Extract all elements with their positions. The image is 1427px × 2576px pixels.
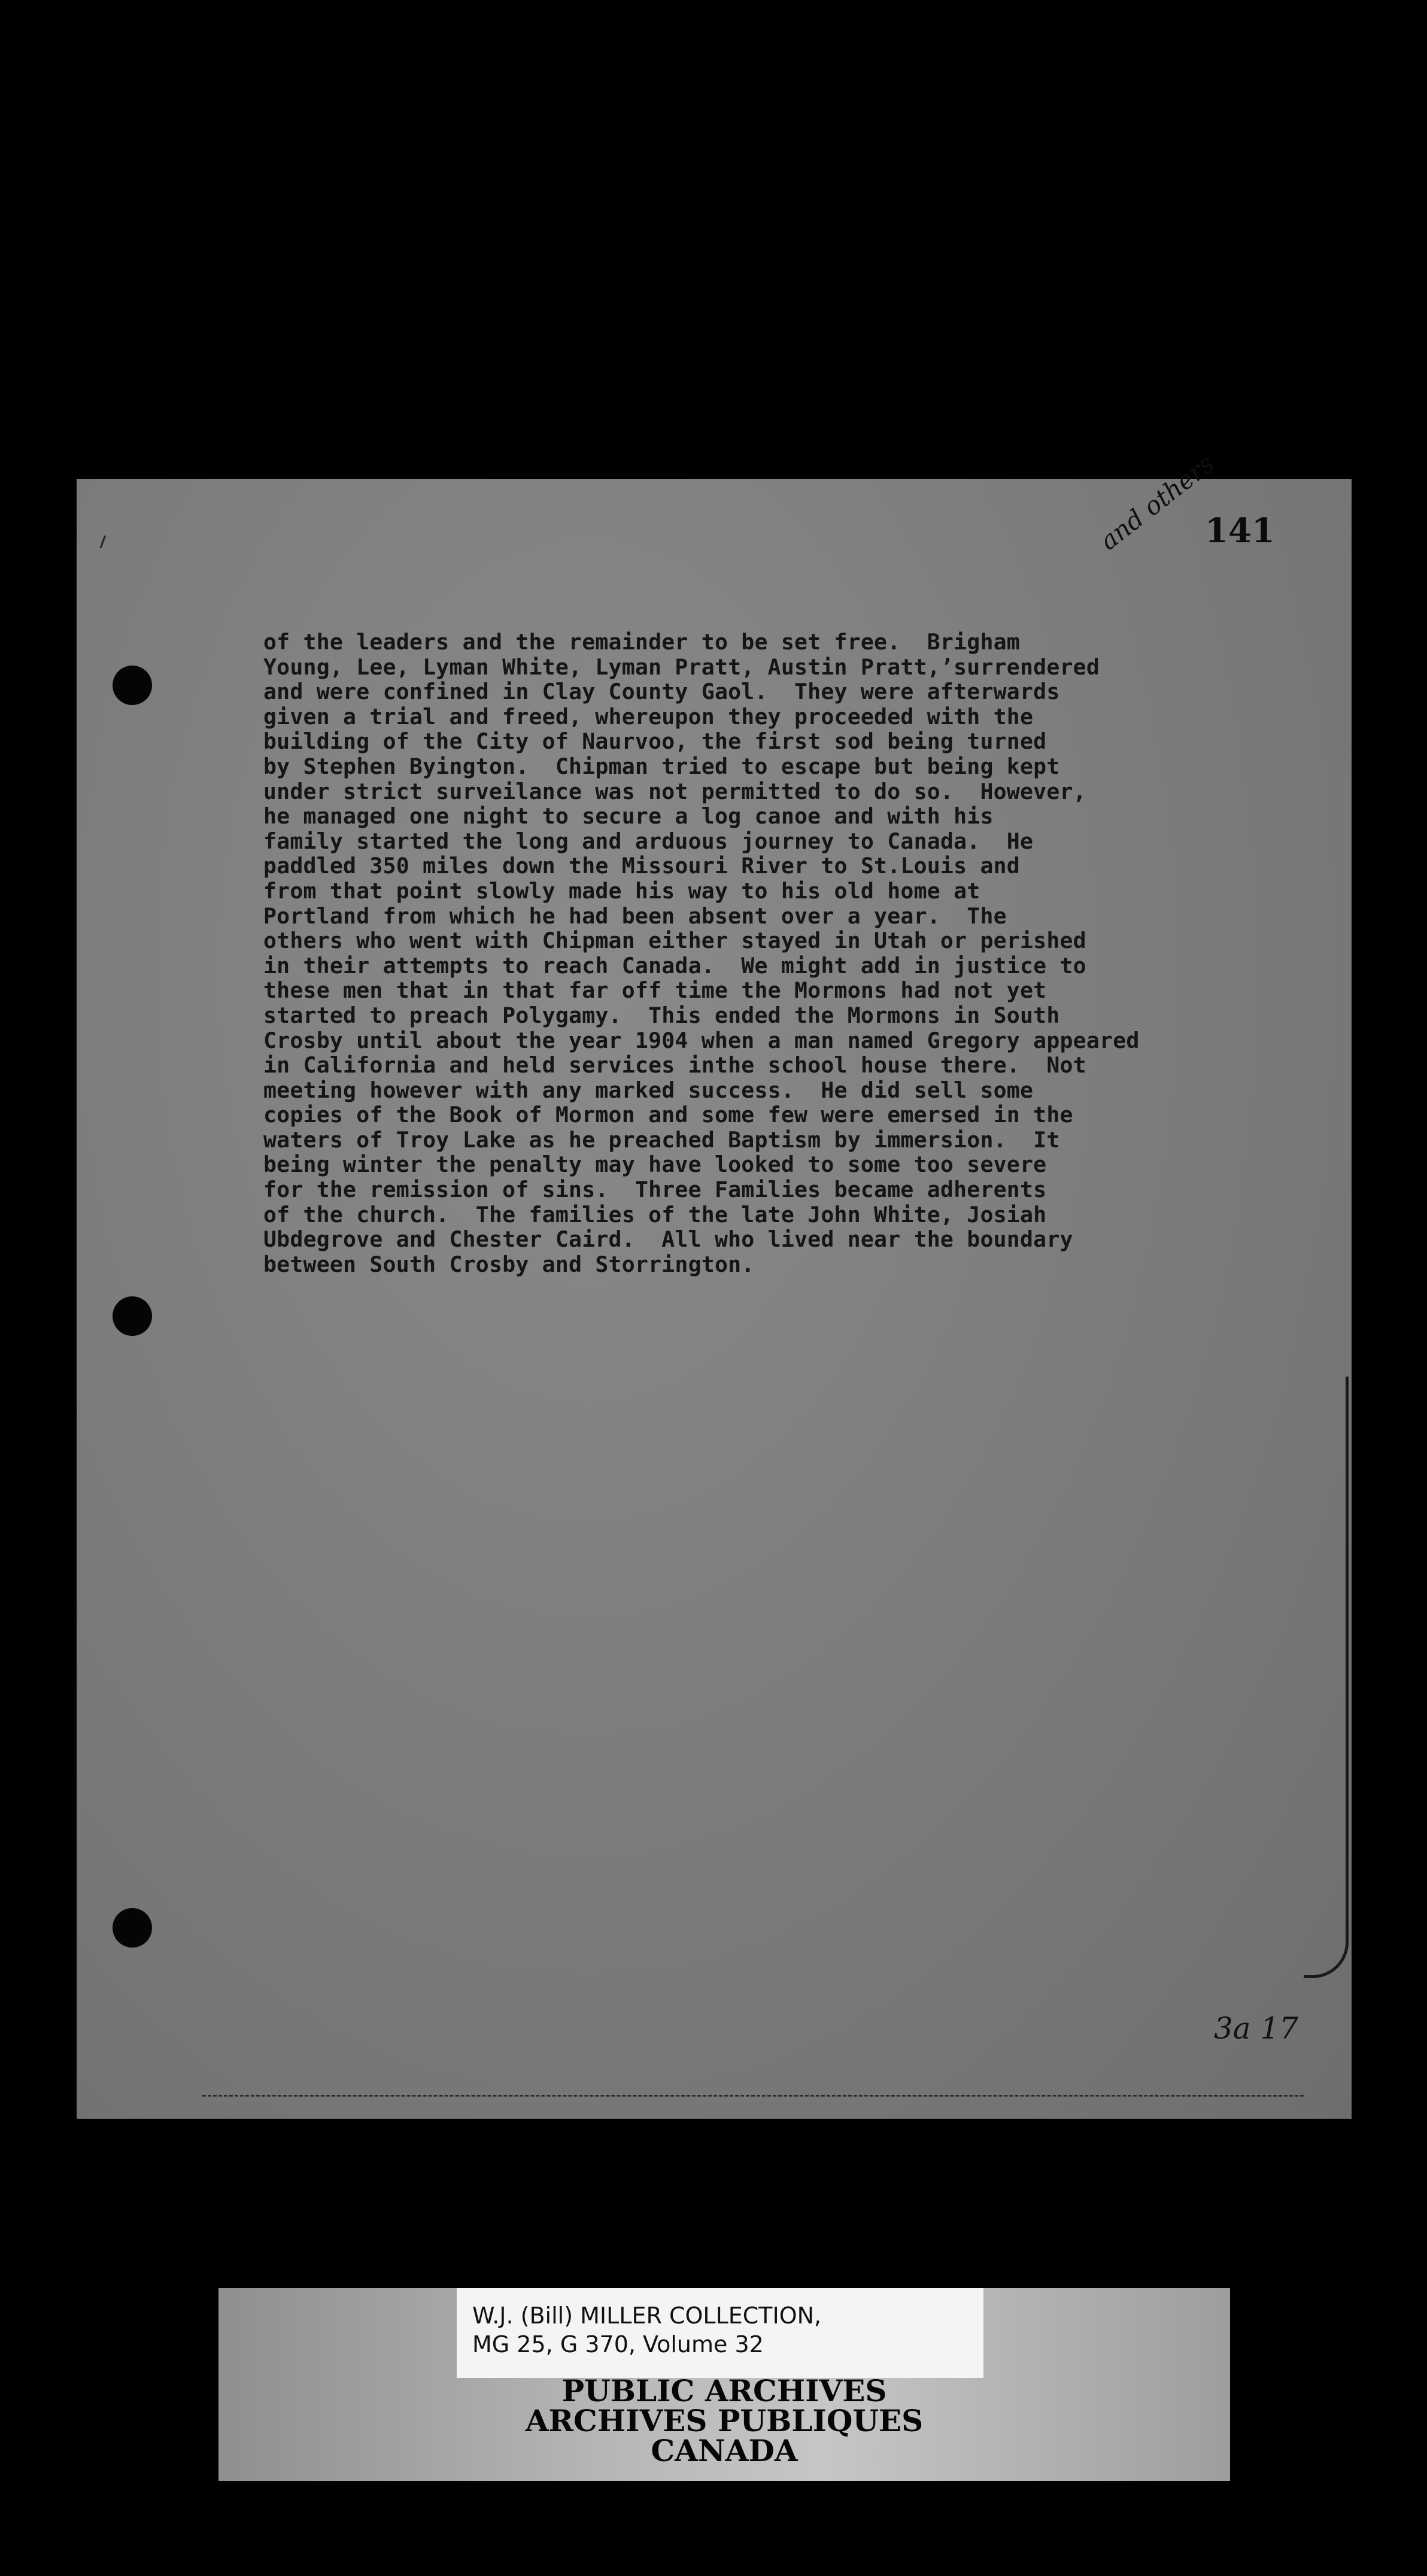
text-line: started to preach Polygamy. This ended the Mormons in South — [263, 1002, 1060, 1028]
text-line: paddled 350 miles down the Missouri River to St.Louis and — [263, 853, 1020, 879]
page-number: 141 — [1205, 511, 1275, 551]
text-line: copies of the Book of Mormon and some few were emersed in the — [263, 1102, 1073, 1128]
text-line: being winter the penalty may have looked to some too severe — [263, 1152, 1047, 1178]
text-line: of the church. The families of the late John White, Josiah — [263, 1201, 1047, 1228]
archive-stamp-line1: PUBLIC ARCHIVES — [561, 2373, 887, 2408]
punch-hole — [113, 1296, 152, 1336]
archive-stamp-line3: CANADA — [651, 2433, 798, 2468]
text-line: family started the long and arduous journey to Canada. He — [263, 828, 1034, 854]
text-line: these men that in that far off time the Mormons had not yet — [263, 977, 1047, 1004]
text-line: between South Crosby and Storrington. — [263, 1251, 755, 1277]
text-line: in their attempts to reach Canada. We might add in justice to — [263, 952, 1086, 979]
text-line: Young, Lee, Lyman White, Lyman Pratt, Austin Pratt,’surrendered — [263, 654, 1100, 680]
text-line: in California and held services inthe school house there. Not — [263, 1052, 1086, 1079]
text-line: building of the City of Naurvoo, the first sod being turned — [263, 728, 1047, 755]
archive-stamp-line2: ARCHIVES PUBLIQUES — [525, 2403, 924, 2438]
text-line: given a trial and freed, whereupon they proceeded with the — [263, 703, 1034, 730]
text-line: under strict surveilance was not permitted to do so. However, — [263, 778, 1086, 804]
text-line: meeting however with any marked success. He did sell some — [263, 1077, 1034, 1103]
text-line: by Stephen Byington. Chipman tried to escape but being kept — [263, 753, 1060, 779]
collection-label-line2: MG 25, G 370, Volume 32 — [472, 2331, 764, 2358]
text-line: others who went with Chipman either stayed in Utah or perished — [263, 928, 1086, 954]
text-line: Portland from which he had been absent over a year. The — [263, 903, 1007, 929]
handwritten-folio-note: 3a 17 — [1214, 2011, 1299, 2046]
punch-hole — [113, 1908, 152, 1948]
text-line: of the leaders and the remainder to be set free. Brigham — [263, 629, 1020, 655]
collection-label — [457, 2288, 983, 2378]
text-line: and were confined in Clay County Gaol. They were afterwards — [263, 679, 1060, 705]
collection-label-line1: W.J. (Bill) MILLER COLLECTION, — [472, 2302, 822, 2329]
page-edge-curl — [1304, 1377, 1349, 1978]
text-line: Crosby until about the year 1904 when a man named Gregory appeared — [263, 1027, 1140, 1053]
text-line: Ubdegrove and Chester Caird. All who lived near the boundary — [263, 1226, 1073, 1253]
handwritten-annotation: and others — [1094, 448, 1220, 556]
archive-stamp-card — [218, 2288, 1230, 2481]
text-line: he managed one night to secure a log canoe and with his — [263, 803, 994, 830]
pencil-tick-mark — [100, 535, 112, 550]
typed-body-text — [263, 630, 1317, 1277]
text-line: waters of Troy Lake as he preached Baptism by immersion. It — [263, 1126, 1060, 1153]
punch-hole — [113, 666, 152, 705]
page-bottom-edge — [202, 2095, 1304, 2097]
text-line: from that point slowly made his way to his old home at — [263, 877, 980, 904]
text-line: for the remission of sins. Three Families became adherents — [263, 1177, 1047, 1203]
document-page — [77, 448, 1352, 2119]
